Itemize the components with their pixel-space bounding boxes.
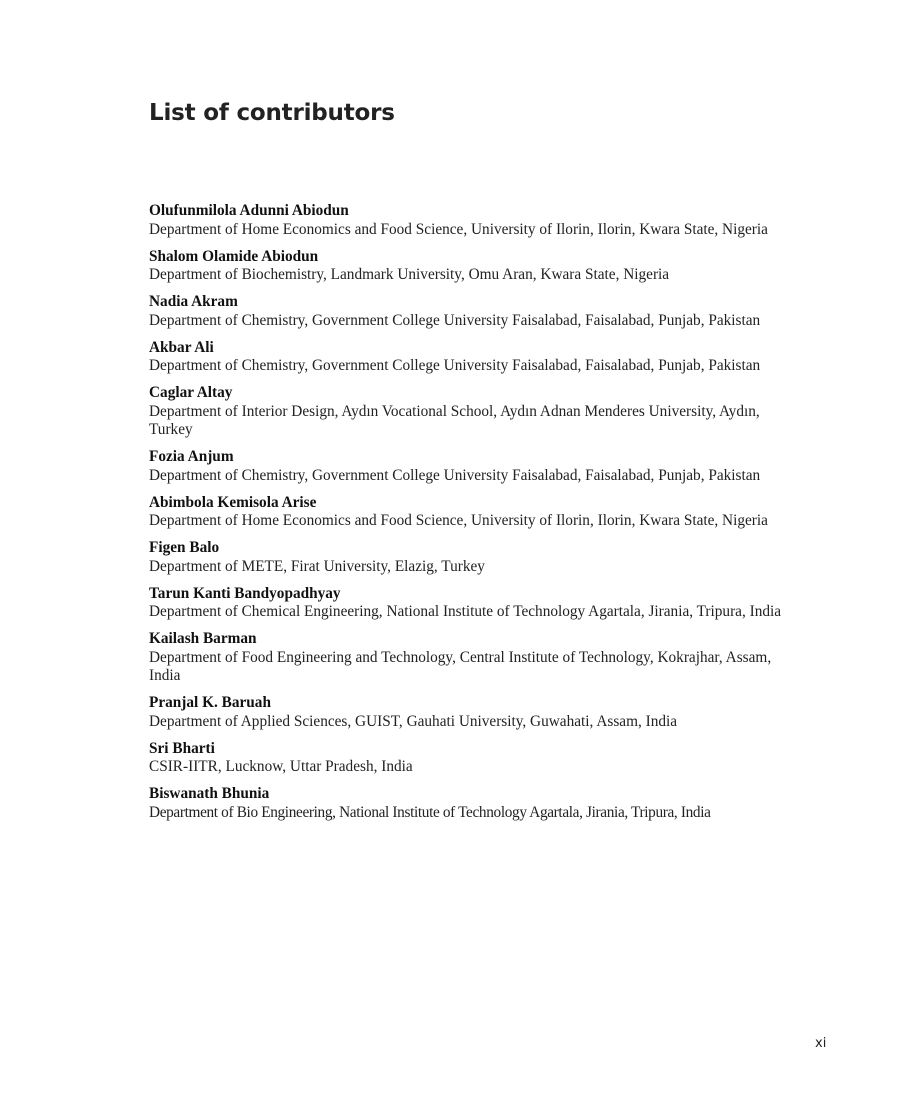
contributor-name: Fozia Anjum bbox=[149, 448, 234, 465]
contributor-entry bbox=[149, 339, 789, 376]
contributor-name: Tarun Kanti Bandyopadhyay bbox=[149, 584, 341, 602]
contributor-entry bbox=[149, 202, 789, 239]
contributor-name: Pranjal K. Baruah bbox=[149, 694, 271, 711]
contributor-affiliation: Department of Applied Sciences, GUIST, Gauhati University, Guwahati, Assam, India bbox=[149, 712, 678, 730]
contributor-affiliation: CSIR-IITR, Lucknow, Uttar Pradesh, India bbox=[149, 758, 413, 775]
contributor-name: Caglar Altay bbox=[149, 384, 233, 401]
contributor-entry bbox=[149, 448, 789, 485]
contributor-name: Akbar Ali bbox=[149, 338, 214, 356]
contributor-entry bbox=[149, 585, 789, 622]
contributor-affiliation: Department of Chemical Engineering, National Institute of Technology Agartala, Jirania, Tripura, India bbox=[149, 603, 782, 620]
contributor-entry bbox=[149, 539, 789, 576]
contributor-entry bbox=[149, 293, 789, 330]
contributor-name: Shalom Olamide Abiodun bbox=[149, 247, 319, 265]
contributor-affiliation: Department of Biochemistry, Landmark University, Omu Aran, Kwara State, Nigeria bbox=[149, 266, 670, 283]
contributor-list bbox=[149, 202, 789, 831]
contributor-affiliation: Department of Food Engineering and Technology, Central Institute of Technology, Kokrajhar, Assam, India bbox=[149, 648, 772, 684]
contributor-name: Kailash Barman bbox=[149, 630, 257, 647]
contributor-affiliation: Department of Home Economics and Food Science, University of Ilorin, Ilorin, Kwara State, Nigeria bbox=[149, 512, 768, 529]
contributor-affiliation: Department of Chemistry, Government College University Faisalabad, Faisalabad, Punjab, Pakistan bbox=[149, 311, 761, 329]
contributor-entry bbox=[149, 785, 789, 822]
contributor-entry bbox=[149, 248, 789, 285]
contributor-entry bbox=[149, 740, 789, 777]
contributor-affiliation: Department of METE, Firat University, Elazig, Turkey bbox=[149, 557, 485, 575]
contributor-name: Abimbola Kemisola Arise bbox=[149, 493, 317, 511]
contributor-affiliation: Department of Chemistry, Government College University Faisalabad, Faisalabad, Punjab, Pakistan bbox=[149, 357, 761, 374]
contributor-entry bbox=[149, 630, 789, 686]
contributor-name: Nadia Akram bbox=[149, 293, 238, 310]
contributor-name: Olufunmilola Adunni Abiodun bbox=[149, 202, 349, 219]
contributor-entry bbox=[149, 694, 789, 731]
contributor-name: Biswanath Bhunia bbox=[149, 785, 270, 802]
contributor-entry bbox=[149, 384, 789, 440]
contributor-affiliation: Department of Home Economics and Food Science, University of Ilorin, Ilorin, Kwara State, Nigeria bbox=[149, 220, 768, 238]
contributor-affiliation: Department of Interior Design, Aydın Vocational School, Aydın Adnan Menderes University, Aydın, Turkey bbox=[149, 402, 760, 438]
contributor-entry bbox=[149, 494, 789, 531]
page-title: List of contributors bbox=[149, 100, 395, 126]
contributor-name: Sri Bharti bbox=[149, 739, 215, 757]
contributor-affiliation: Department of Chemistry, Government College University Faisalabad, Faisalabad, Punjab, Pakistan bbox=[149, 466, 761, 484]
contributor-name: Figen Balo bbox=[149, 539, 220, 556]
page-number: xi bbox=[815, 1036, 827, 1051]
contributor-affiliation: Department of Bio Engineering, National Institute of Technology Agartala, Jirania, Tripura, India bbox=[149, 803, 711, 821]
